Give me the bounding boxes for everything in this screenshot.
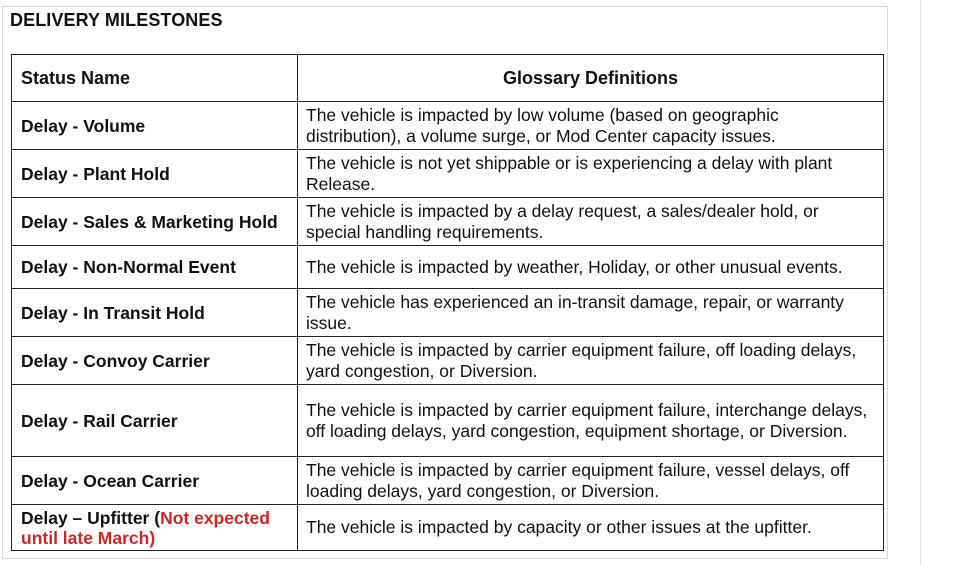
definition-text: The vehicle is impacted by carrier equipment failure, vessel delays, off loading delays, yard congestion, or Diversion.	[298, 457, 884, 505]
table-row	[12, 289, 884, 337]
column-header-definition: Glossary Definitions	[298, 55, 884, 102]
table-row	[12, 102, 884, 150]
column-header-status: Status Name	[12, 55, 298, 102]
page-title: DELIVERY MILESTONES	[10, 10, 223, 30]
definition-text: The vehicle is not yet shippable or is experiencing a delay with plant Release.	[298, 150, 884, 198]
table-row	[12, 505, 884, 551]
status-name-text: Delay – Upfitter (	[21, 507, 161, 528]
status-name: Delay - Ocean Carrier	[12, 457, 298, 505]
table-row	[12, 457, 884, 505]
definition-text: The vehicle is impacted by carrier equipment failure, interchange delays, off loading delays, yard congestion, equipment shortage, or Diversion.	[298, 385, 884, 457]
table-row	[12, 198, 884, 246]
definition-text: The vehicle is impacted by a delay request, a sales/dealer hold, or special handling requirements.	[298, 198, 884, 246]
status-name: Delay - Rail Carrier	[12, 385, 298, 457]
status-name: Delay - Convoy Carrier	[12, 337, 298, 385]
table-row	[12, 246, 884, 289]
panel-divider	[920, 0, 921, 565]
definition-text: The vehicle has experienced an in-transit damage, repair, or warranty issue.	[298, 289, 884, 337]
table-row	[12, 385, 884, 457]
table-row	[12, 150, 884, 198]
status-name: Delay - In Transit Hold	[12, 289, 298, 337]
milestones-table	[11, 54, 884, 551]
definition-text: The vehicle is impacted by capacity or other issues at the upfitter.	[298, 505, 884, 551]
table-header-row	[12, 55, 884, 102]
status-name: Delay - Volume	[12, 102, 298, 150]
definition-text: The vehicle is impacted by carrier equipment failure, off loading delays, yard congestion, or Diversion.	[298, 337, 884, 385]
status-note: Not expected until late March)	[21, 507, 270, 548]
table-row	[12, 337, 884, 385]
status-name: Delay - Non-Normal Event	[12, 246, 298, 289]
definition-text: The vehicle is impacted by low volume (based on geographic distribution), a volume surge, or Mod Center capacity issues.	[298, 102, 884, 150]
status-name: Delay - Sales & Marketing Hold	[12, 198, 298, 246]
status-name: Delay - Plant Hold	[12, 150, 298, 198]
definition-text: The vehicle is impacted by weather, Holiday, or other unusual events.	[298, 246, 884, 289]
status-name	[12, 505, 298, 551]
